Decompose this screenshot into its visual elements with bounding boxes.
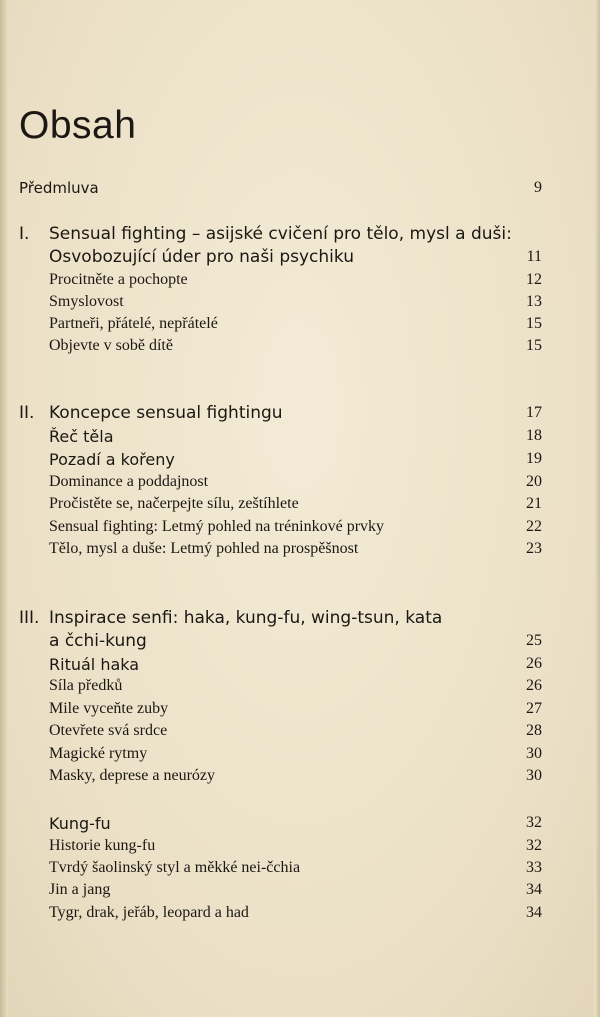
toc-entry-label: Smyslovost [49, 293, 124, 310]
toc-page-number: 13 [526, 293, 542, 310]
toc-page-number: 20 [526, 473, 542, 490]
toc-entry-label: Tvrdý šaolinský styl a měkké nei-čchia [49, 859, 301, 876]
toc-page-number: 9 [534, 179, 542, 196]
toc-entry-label: Objevte v sobě dítě [49, 337, 173, 354]
toc-entry-label: Magické rytmy [49, 745, 148, 762]
toc-page-number: 19 [526, 450, 542, 467]
section-number: I. [19, 224, 30, 244]
toc-entry-label: Historie kung-fu [49, 837, 156, 854]
toc-entry-label: Pozadí a kořeny [49, 450, 175, 469]
section-heading-line: a čchi-kung [49, 631, 147, 651]
section-heading-line: Sensual fighting – asijské cvičení pro tělo, mysl a duši: [49, 224, 512, 244]
toc-page-number: 11 [526, 248, 542, 265]
toc-page-number: 34 [526, 881, 542, 898]
toc-page-number: 25 [526, 632, 542, 649]
toc-entry-label: Procitněte a pochopte [49, 271, 188, 288]
toc-page-number: 32 [526, 814, 542, 831]
section-heading-line: Osvobozující úder pro naši psychiku [49, 247, 354, 267]
toc-page-number: 32 [526, 837, 542, 854]
subsection-heading-label: Kung-fu [49, 814, 111, 833]
toc-entry-label: Předmluva [19, 179, 99, 197]
toc-entry-label: Řeč těla [49, 427, 114, 446]
toc-entry-label: Rituál haka [49, 655, 140, 674]
toc-entry-label: Otevřete svá srdce [49, 722, 168, 739]
toc-page-number: 33 [526, 859, 542, 876]
toc-entry-label: Dominance a poddajnost [49, 473, 209, 490]
section-number: III. [19, 608, 40, 628]
toc-page-number: 22 [526, 518, 542, 535]
toc-page-number: 26 [526, 655, 542, 672]
toc-page-number: 27 [526, 700, 542, 717]
toc-entry-label: Tygr, drak, jeřáb, leopard a had [49, 904, 249, 921]
toc-entry-label: Mile vyceňte zuby [49, 700, 169, 717]
toc-entry-label: Masky, deprese a neurózy [49, 767, 216, 784]
toc-page-number: 18 [526, 427, 542, 444]
toc-entry-label: Síla předků [49, 677, 123, 694]
section-heading-line: Koncepce sensual fightingu [49, 403, 283, 423]
toc-page-number: 17 [526, 404, 542, 421]
toc-page-number: 34 [526, 904, 542, 921]
toc-entry-label: Pročistěte se, načerpejte sílu, zeštíhlete [49, 495, 299, 512]
section-heading-line: Inspirace senfi: haka, kung-fu, wing-tsun, kata [49, 608, 443, 628]
toc-entry-label: Jin a jang [49, 881, 111, 898]
toc-entry-label: Partneři, přátelé, nepřátelé [49, 315, 218, 332]
toc-entry-label: Tělo, mysl a duše: Letmý pohled na prospěšnost [49, 540, 359, 557]
toc-page-number: 26 [526, 677, 542, 694]
section-number: II. [19, 403, 35, 423]
page-edge-right [594, 0, 600, 1017]
page-title: Obsah [19, 104, 137, 147]
page-edge-left [0, 0, 8, 1017]
toc-page-number: 30 [526, 745, 542, 762]
toc-page-number: 15 [526, 337, 542, 354]
toc-page-number: 15 [526, 315, 542, 332]
toc-page-number: 30 [526, 767, 542, 784]
toc-page-number: 23 [526, 540, 542, 557]
toc-page-number: 12 [526, 271, 542, 288]
toc-entry-label: Sensual fighting: Letmý pohled na tréninkové prvky [49, 518, 385, 535]
toc-page-number: 28 [526, 722, 542, 739]
toc-page-number: 21 [526, 495, 542, 512]
